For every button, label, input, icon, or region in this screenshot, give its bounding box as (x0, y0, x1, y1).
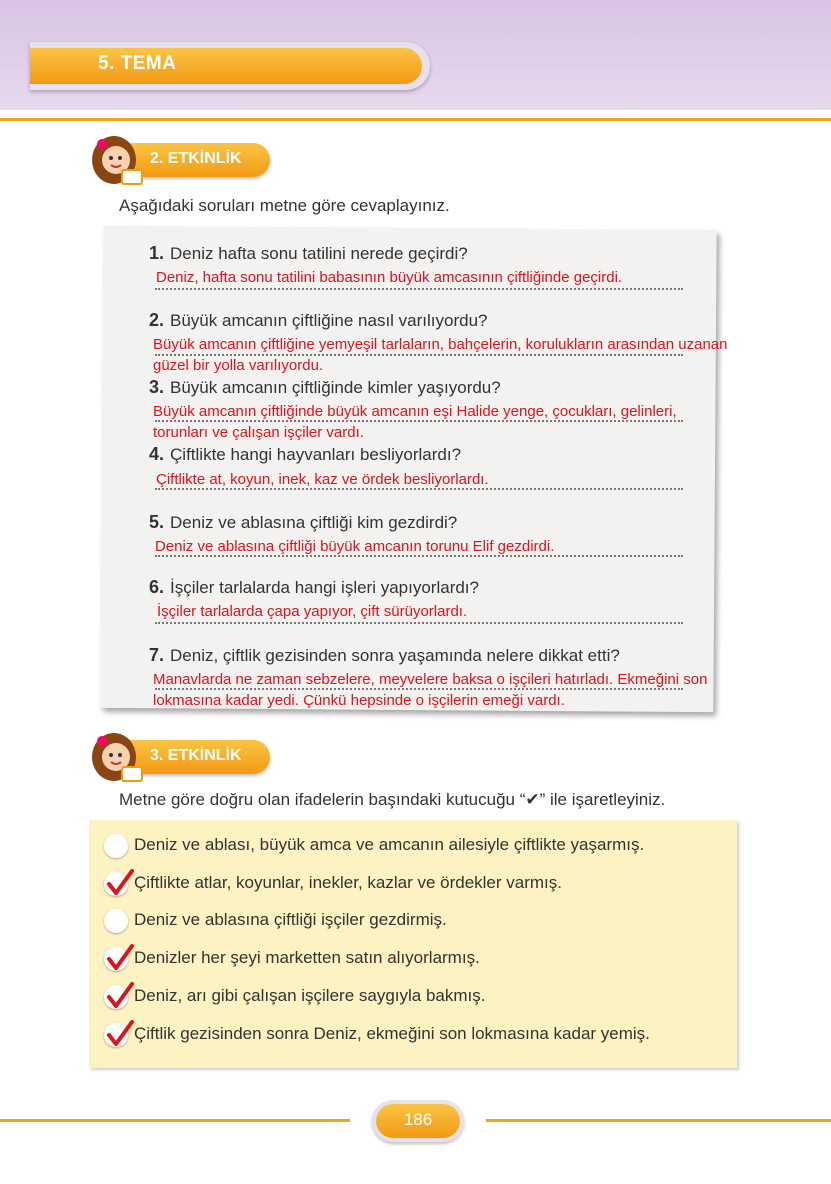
question-6: 6. İşçiler tarlalarda hangi işleri yapıyorlardı? (149, 577, 479, 597)
activity2-title: 2. ETKİNLİK (150, 150, 242, 167)
checklist-item-label: Deniz ve ablası, büyük amca ve amcanın ailesiyle çiftlikte yaşarmış. (134, 835, 645, 854)
checkmark-icon (102, 981, 136, 1013)
question-5: 5. Deniz ve ablasına çiftliği kim gezdirdi? (149, 512, 458, 532)
checklist-item[interactable] (100, 830, 730, 860)
answer-line (155, 622, 683, 624)
question-1: 1. Deniz hafta sonu tatilini nerede geçirdi? (149, 243, 468, 263)
checkmark-icon (102, 943, 136, 975)
activity2-instruction: Aşağıdaki soruları metne göre cevaplayınız. (119, 196, 450, 215)
checklist-item[interactable] (100, 981, 730, 1011)
answer-7-line-1: Manavlarda ne zaman sebzelere, meyvelere baksa o işçileri hatırladı. Ekmeğini son (153, 671, 708, 688)
question-4: 4. Çiftlikte hangi hayvanları besliyorlardı? (149, 444, 462, 464)
page-number: 186 (403, 1110, 433, 1129)
question-7: 7. Deniz, çiftlik gezisinden sonra yaşamında nelere dikkat etti? (149, 645, 620, 665)
checklist-item[interactable] (100, 868, 730, 898)
checklist-item-label: Çiftlikte atlar, koyunlar, inekler, kazlar ve ördekler varmış. (134, 873, 562, 892)
answer-5-line-1: Deniz ve ablasına çiftliği büyük amcanın torunu Elif gezdirdi. (155, 538, 555, 555)
answer-6-line-1: İşçiler tarlalarda çapa yapıyor, çift sürüyorlardı. (157, 603, 468, 620)
answer-4-line-1: Çiftlikte at, koyun, inek, kaz ve ördek besliyorlardı. (156, 471, 489, 488)
answer-line (155, 288, 683, 290)
footer-divider-right (486, 1119, 831, 1122)
theme-banner (30, 42, 430, 90)
mascot-girl-icon (88, 130, 148, 190)
activity3-title: 3. ETKİNLİK (150, 747, 242, 764)
answer-2-line-1: Büyük amcanın çiftliğine yemyeşil tarlaların, bahçelerin, korulukların arasından uzanan (153, 336, 728, 353)
checklist-item[interactable] (100, 1019, 730, 1049)
question-2: 2. Büyük amcanın çiftliğine nasıl varılıyordu? (149, 310, 488, 330)
checklist-item-label: Çiftlik gezisinden sonra Deniz, ekmeğini son lokmasına kadar yemiş. (134, 1024, 650, 1043)
empty-checkbox[interactable] (104, 909, 128, 933)
answer-1-line-1: Deniz, hafta sonu tatilini babasının büyük amcasının çiftliğinde geçirdi. (156, 269, 623, 286)
answer-3-line-1: Büyük amcanın çiftliğinde büyük amcanın eşi Halide yenge, çocukları, gelinleri, (153, 403, 677, 420)
checklist-item[interactable] (100, 943, 730, 973)
empty-checkbox[interactable] (104, 834, 128, 858)
checklist-item-label: Denizler her şeyi marketten satın alıyorlarmış. (134, 948, 480, 967)
checkmark-icon (102, 1019, 136, 1051)
theme-title: 5. TEMA (98, 53, 177, 74)
question-3: 3. Büyük amcanın çiftliğinde kimler yaşıyordu? (149, 377, 501, 397)
answer-2-line-2: güzel bir yolla varılıyordu. (153, 357, 324, 374)
checkmark-icon (102, 868, 136, 900)
footer-divider-left (0, 1119, 350, 1122)
answer-3-line-2: torunları ve çalışan işçiler vardı. (153, 424, 364, 441)
activity3-instruction: Metne göre doğru olan ifadelerin başındaki kutucuğu “✔” ile işaretleyiniz. (119, 790, 666, 809)
checklist-item-label: Deniz, arı gibi çalışan işçilere saygıyla bakmış. (134, 986, 486, 1005)
answer-7-line-2: lokmasına kadar yedi. Çünkü hepsinde o işçilerin emeği vardı. (153, 692, 565, 709)
checklist-item-label: Deniz ve ablasına çiftliği işçiler gezdirmiş. (134, 910, 447, 929)
page-number-badge (372, 1100, 464, 1142)
header-divider (0, 118, 831, 121)
mascot-girl-icon (88, 727, 148, 787)
checklist-item[interactable] (100, 905, 730, 935)
